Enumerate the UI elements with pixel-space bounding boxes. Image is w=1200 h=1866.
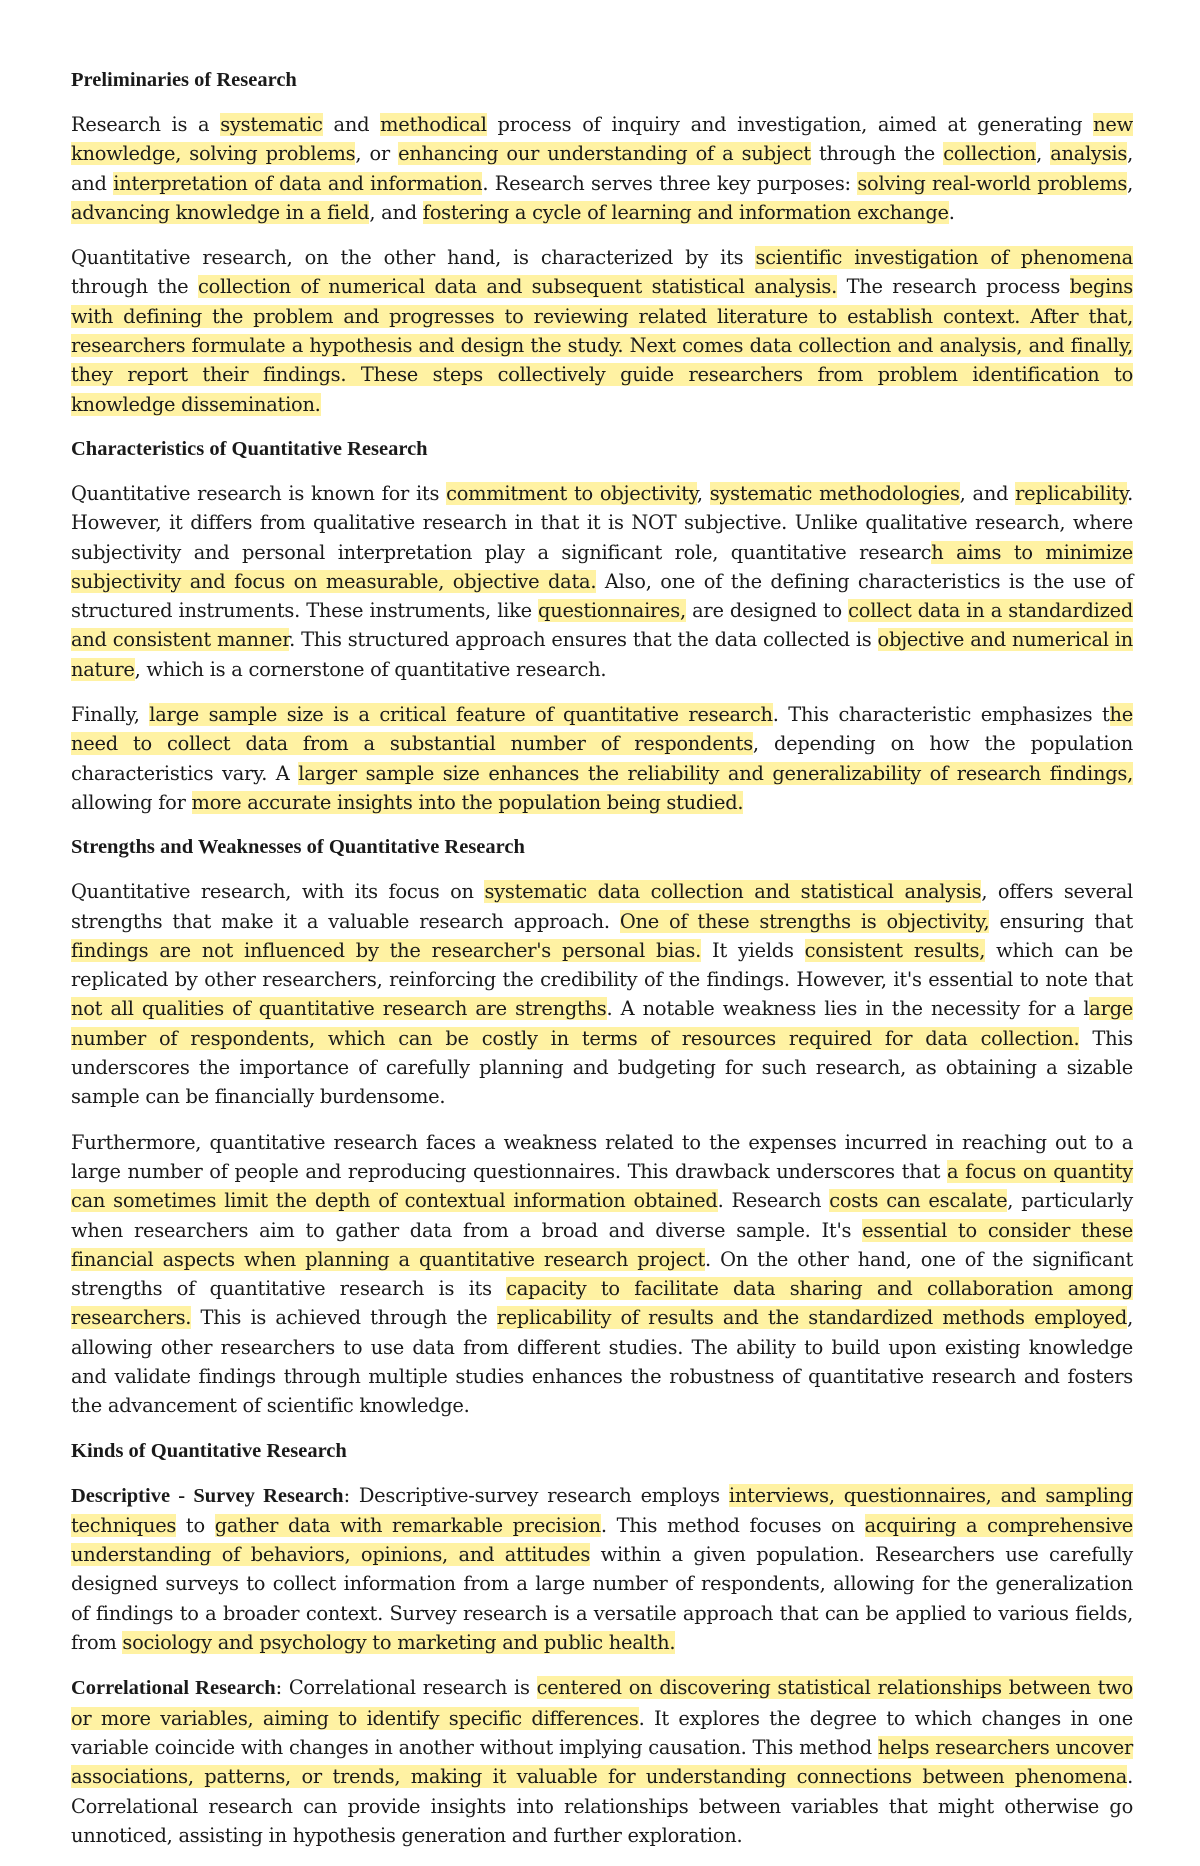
highlighted-text: questionnaires, <box>538 599 686 623</box>
highlighted-text: systematic methodologies <box>709 481 960 505</box>
text-run: . Correlational research can provide insights into relationships between variables that might otherwise go unnoticed, assisting in hypothesis generation and further exploration. <box>71 1765 1133 1847</box>
text-run: Furthermore, quantitative research faces a weakness related to the expenses incurred in reaching out to a large number of people and reproducing questionnaires. This drawback underscores that <box>71 1130 1133 1183</box>
highlighted-text: he need to collect data from a substantial number of respondents <box>71 703 1133 756</box>
text-run: Finally, <box>71 703 150 727</box>
highlighted-text: advancing knowledge in a field <box>71 200 370 224</box>
highlighted-text: new knowledge, solving problems <box>71 113 1133 166</box>
highlighted-text: capacity to facilitate data sharing and collaboration among researchers. <box>71 1277 1134 1330</box>
text-run: Also, one of the defining characteristics is the use of structured instruments. These instruments, like <box>71 569 1133 623</box>
text-run: . <box>948 200 955 224</box>
text-run: Quantitative research, on the other hand, is characterized by its <box>71 246 756 270</box>
text-run: , depending on how the population characteristics vary. A <box>71 732 1133 785</box>
text-run: This is achieved through the <box>191 1306 497 1330</box>
highlighted-text: interpretation of data and information <box>113 171 483 195</box>
text-run: , or <box>355 142 399 166</box>
highlighted-text: not all qualities of quantitative research are strengths <box>71 997 607 1021</box>
highlighted-text: gather data with remarkable precision <box>214 1513 601 1537</box>
text-run: and <box>322 113 381 136</box>
paragraph <box>71 700 1133 817</box>
highlighted-text: consistent results, <box>804 938 986 962</box>
text-run: , <box>696 481 710 505</box>
highlighted-text: solving real-world problems <box>857 171 1128 195</box>
paragraph <box>71 877 1133 1111</box>
text-run: : Descriptive-survey research employs <box>343 1483 729 1507</box>
text-run: . It explores the degree to which changes in one variable coincide with changes in another without implying causation. This method <box>71 1706 1133 1759</box>
highlighted-text: systematic data collection and statistical analysis <box>484 880 982 904</box>
text-run: , offers several strengths that make it a valuable research approach. <box>71 880 1133 933</box>
highlighted-text: replicability of results and the standardized methods employed <box>496 1306 1128 1330</box>
highlighted-text: large sample size is a critical feature of quantitative research <box>149 703 773 727</box>
text-run: , particularly when researchers aim to gather data from a broad and diverse sample. It's <box>71 1189 1134 1242</box>
highlighted-text: scientific investigation of phenomena <box>755 246 1133 270</box>
document-page <box>71 66 1133 1866</box>
highlighted-text: methodical <box>380 113 487 136</box>
paragraph <box>71 1128 1133 1421</box>
section-heading: Strengths and Weaknesses of Quantitative Research <box>71 836 525 859</box>
highlighted-text: interviews, questionnaires, and sampling techniques <box>71 1483 1133 1537</box>
paragraph <box>71 110 1133 227</box>
text-run: . This method focuses on <box>600 1513 865 1537</box>
highlighted-text: systematic <box>220 113 323 136</box>
section-strengths-weaknesses <box>71 833 1133 1420</box>
text-run: Quantitative research is known for its <box>71 481 447 505</box>
text-run: Research is a <box>71 113 221 136</box>
highlighted-text: larger sample size enhances the reliability and generalizability of research findings, <box>298 761 1133 785</box>
text-run: through the <box>71 275 198 299</box>
text-run: . This characteristic emphasizes t <box>772 703 1110 727</box>
section-heading: Kinds of Quantitative Research <box>71 1439 347 1462</box>
section-kinds <box>71 1437 1133 1851</box>
section-characteristics <box>71 435 1133 817</box>
highlighted-text: findings are not influenced by the researcher's personal bias. <box>71 938 702 962</box>
text-run: The research process <box>837 275 1070 299</box>
text-run: . However, it differs from qualitative research in that it is NOT subjective. Unlike qualitative research, where subjectivity and personal interpretation play a significant role, quantitative researc <box>71 481 1133 564</box>
text-run: which can be replicated by other researchers, reinforcing the credibility of the findings. However, it's essential to note that <box>71 938 1133 992</box>
highlighted-text: arge number of respondents, which can be costly in terms of resources required for data collection. <box>71 997 1133 1050</box>
highlighted-text: collect data in a standardized and consistent manner <box>71 599 1133 652</box>
section-preliminaries <box>71 66 1133 419</box>
text-run: , and <box>959 481 1016 505</box>
highlighted-text: costs can escalate <box>829 1189 1008 1213</box>
text-run: process of inquiry and investigation, aimed at generating <box>486 113 1094 136</box>
highlighted-text: analysis <box>1050 142 1128 166</box>
paragraph <box>71 479 1133 684</box>
text-run: : Correlational research is <box>275 1676 537 1700</box>
highlighted-text: more accurate insights into the population being studied. <box>191 790 744 814</box>
text-run: , which is a cornerstone of quantitative research. <box>134 657 607 681</box>
paragraph-descriptive-survey <box>71 1481 1133 1658</box>
highlighted-text: a focus on quantity can sometimes limit the depth of contextual information obtained <box>71 1159 1133 1213</box>
text-run: Quantitative research, with its focus on <box>71 880 485 904</box>
text-run: allowing for <box>71 790 192 814</box>
highlighted-text: objective and numerical in nature <box>71 628 1133 681</box>
text-run: This underscores the importance of carefully planning and budgeting for such research, as obtaining a sizable sample can be financially burdensome. <box>71 1026 1133 1109</box>
highlighted-text: One of these strengths is objectivity, <box>619 909 990 933</box>
highlighted-text: collection <box>943 142 1037 166</box>
highlighted-text: helps researchers uncover associations, patterns, or trends, making it valuable for understanding connections between phenomena <box>71 1735 1133 1789</box>
highlighted-text: enhancing our understanding of a subject <box>398 142 811 166</box>
section-heading: Preliminaries of Research <box>71 69 297 91</box>
text-run: . Research <box>717 1189 830 1213</box>
text-run: within a given population. Researchers use carefully designed surveys to collect information from a large number of respondents, allowing for the generalization of findings to a broader context. Survey research is a versatile approach that can be applied to various fields, from <box>71 1543 1133 1655</box>
paragraph-lead-term: Descriptive - Survey Research <box>71 1484 344 1507</box>
highlighted-text: fostering a cycle of learning and information exchange <box>422 200 949 224</box>
text-run: . Research serves three key purposes: <box>482 171 858 195</box>
text-run: It yields <box>701 938 805 962</box>
text-run: ensuring that <box>989 909 1133 933</box>
text-run: , and <box>369 200 423 224</box>
text-run: , and <box>71 142 1133 195</box>
text-run: , <box>1036 142 1051 166</box>
section-heading: Characteristics of Quantitative Research <box>71 437 428 460</box>
highlighted-text: acquiring a comprehensive understanding of behaviors, opinions, and attitudes <box>71 1513 1133 1567</box>
highlighted-text: commitment to objectivity <box>446 481 697 505</box>
text-run: . On the other hand, one of the significant strengths of quantitative research is its <box>71 1247 1133 1301</box>
highlighted-text: sociology and psychology to marketing and public health. <box>122 1631 676 1655</box>
highlighted-text: begins with defining the problem and progresses to reviewing related literature to establish context. After that, researchers formulate a hypothesis and design the study. Next comes data collection and analysis, and finally, they report their findings. These steps collectively guide researchers from problem identification to knowledge dissemination. <box>71 275 1134 416</box>
highlighted-text: centered on discovering statistical relationships between two or more variables, aiming to identify specific differences <box>71 1676 1133 1730</box>
highlighted-text: replicability <box>1015 481 1128 505</box>
highlighted-text: h aims to minimize subjectivity and focus on measurable, objective data. <box>71 540 1133 593</box>
text-run: to <box>176 1513 215 1537</box>
text-run: , <box>1127 171 1133 195</box>
paragraph-lead-term: Correlational Research <box>71 1677 276 1700</box>
text-run: are designed to <box>685 599 849 623</box>
text-run: . A notable weakness lies in the necessity for a l <box>606 997 1090 1021</box>
text-run: , allowing other researchers to use data from different studies. The ability to build upon existing knowledge and validate findings through multiple studies enhances the robustness of quantitative research and fosters the advancement of scientific knowledge. <box>71 1306 1133 1418</box>
text-run: through the <box>810 142 944 166</box>
highlighted-text: collection of numerical data and subsequent statistical analysis. <box>197 275 838 299</box>
highlighted-text: essential to consider these financial aspects when planning a quantitative research project <box>71 1218 1133 1271</box>
text-run: . This structured approach ensures that the data collected is <box>289 628 878 652</box>
paragraph <box>71 243 1133 419</box>
paragraph-correlational <box>71 1673 1133 1850</box>
